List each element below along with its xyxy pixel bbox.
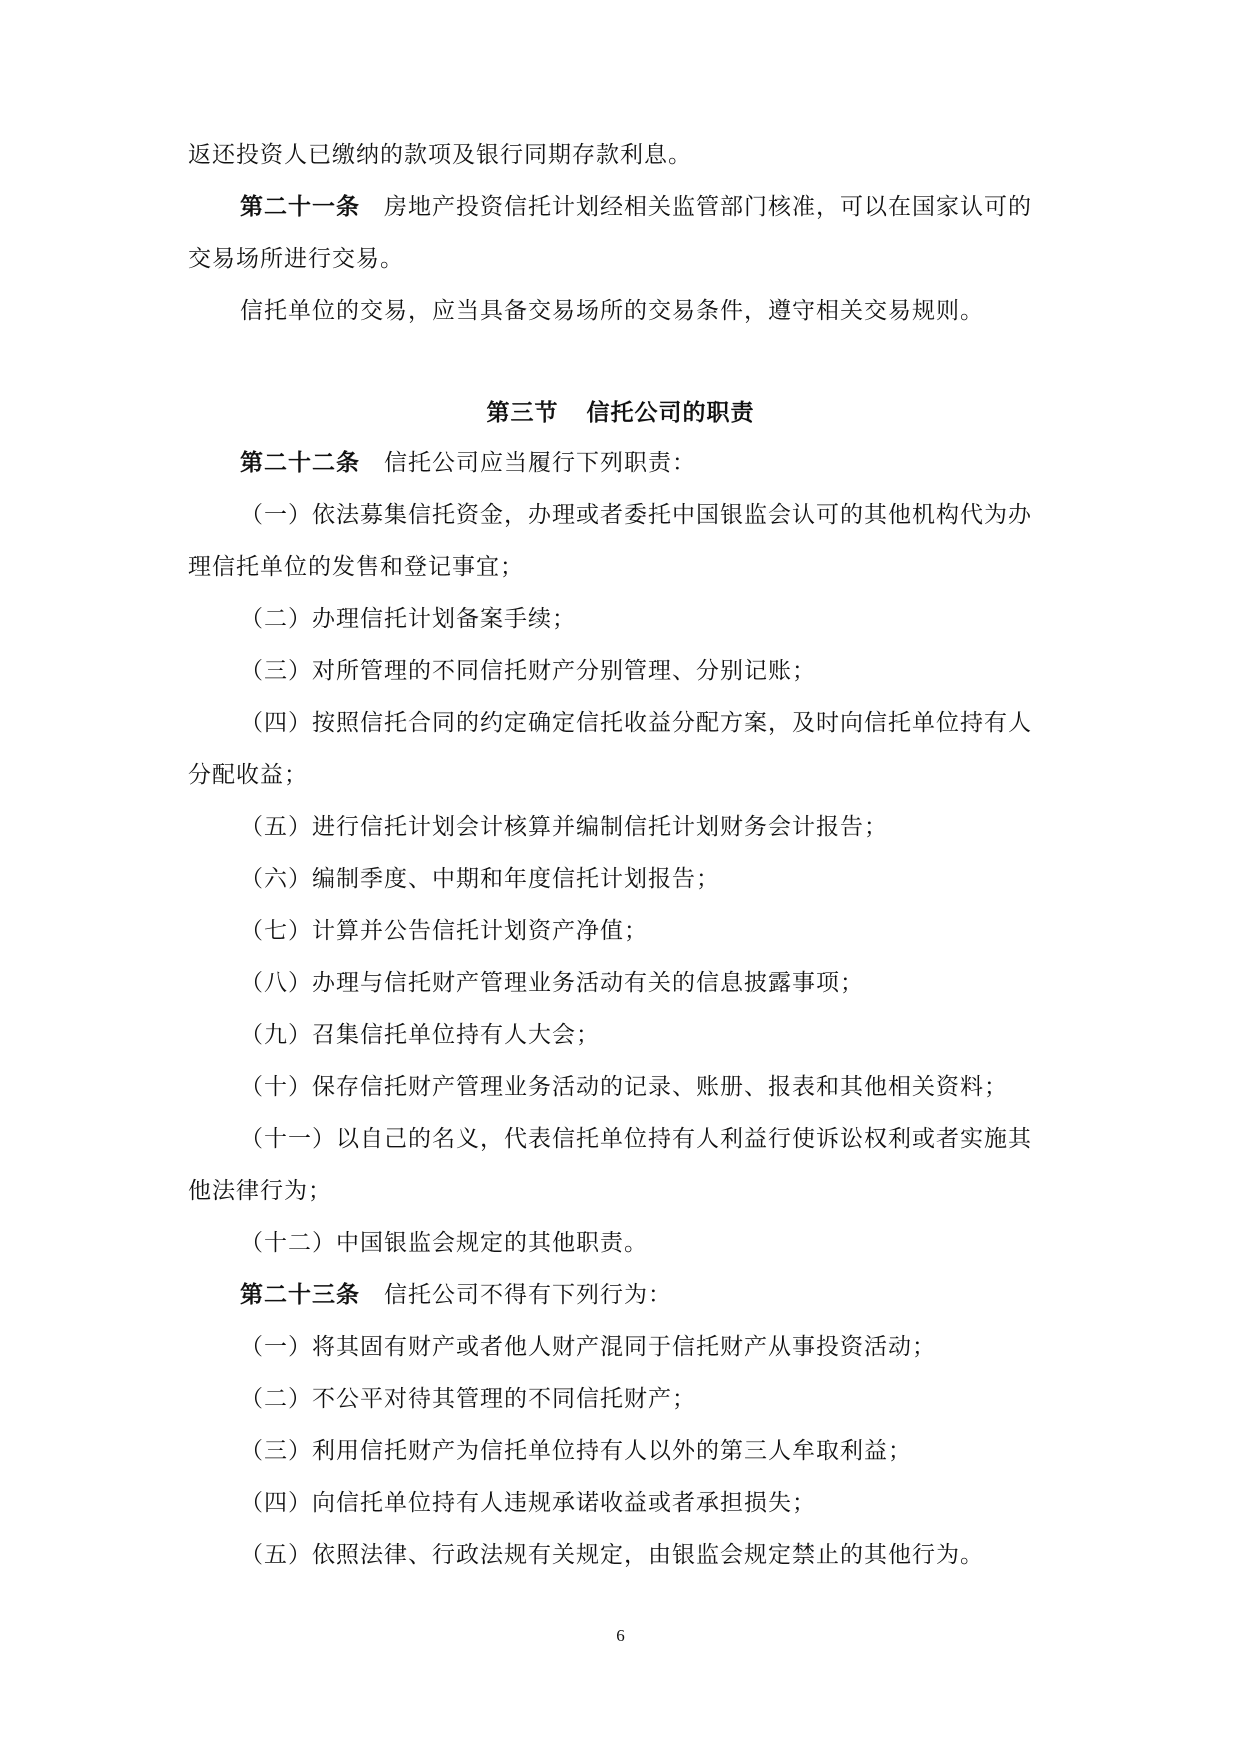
article-23-heading: 第二十三条 — [240, 1282, 360, 1308]
body-text-top — [188, 129, 1066, 337]
section-title: 信托公司的职责 — [586, 400, 755, 426]
article-22-item-4: （四）按照信托合同的约定确定信托收益分配方案，及时向信托单位持有人 — [240, 710, 1032, 736]
article-22-item-3: （三）对所管理的不同信托财产分别管理、分别记账； — [240, 658, 816, 684]
article-22-item-9: （九）召集信托单位持有人大会； — [240, 1022, 600, 1048]
article-21-heading: 第二十一条 — [240, 194, 360, 220]
paragraph-trading: 信托单位的交易，应当具备交易场所的交易条件，遵守相关交易规则。 — [240, 298, 984, 324]
article-22-item-12: （十二）中国银监会规定的其他职责。 — [240, 1230, 648, 1256]
article-23 — [188, 1269, 1066, 1321]
article-22-item-6: （六）编制季度、中期和年度信托计划报告； — [240, 866, 720, 892]
article-23-item-2: （二）不公平对待其管理的不同信托财产； — [240, 1386, 696, 1412]
article-22-item-11-continuation: 他法律行为； — [188, 1178, 332, 1204]
article-22-item-10: （十）保存信托财产管理业务活动的记录、账册、报表和其他相关资料； — [240, 1074, 1008, 1100]
article-21-text: 房地产投资信托计划经相关监管部门核准，可以在国家认可的 — [384, 194, 1032, 220]
article-22-item-4-continuation: 分配收益； — [188, 762, 308, 788]
article-22-item-11: （十一）以自己的名义，代表信托单位持有人利益行使诉讼权利或者实施其 — [240, 1126, 1032, 1152]
article-23-item-4: （四）向信托单位持有人违规承诺收益或者承担损失； — [240, 1490, 816, 1516]
article-22-item-8: （八）办理与信托财产管理业务活动有关的信息披露事项； — [240, 970, 864, 996]
body-text-main — [188, 437, 1066, 1581]
article-23-text: 信托公司不得有下列行为： — [384, 1282, 672, 1308]
article-22-item-1-continuation: 理信托单位的发售和登记事宜； — [188, 554, 524, 580]
article-22-item-5: （五）进行信托计划会计核算并编制信托计划财务会计报告； — [240, 814, 888, 840]
article-22 — [188, 437, 1066, 489]
section-heading — [0, 394, 1241, 427]
article-22-text: 信托公司应当履行下列职责： — [384, 450, 696, 476]
article-22-item-1: （一）依法募集信托资金，办理或者委托中国银监会认可的其他机构代为办 — [240, 502, 1032, 528]
article-21-continuation: 交易场所进行交易。 — [188, 246, 404, 272]
article-22-heading: 第二十二条 — [240, 450, 360, 476]
article-21 — [188, 181, 1066, 233]
paragraph-continuation: 返还投资人已缴纳的款项及银行同期存款利息。 — [188, 142, 692, 168]
article-23-item-5: （五）依照法律、行政法规有关规定，由银监会规定禁止的其他行为。 — [240, 1542, 984, 1568]
page-number: 6 — [616, 1626, 625, 1645]
article-22-item-2: （二）办理信托计划备案手续； — [240, 606, 576, 632]
article-22-item-7: （七）计算并公告信托计划资产净值； — [240, 918, 648, 944]
article-23-item-1: （一）将其固有财产或者他人财产混同于信托财产从事投资活动； — [240, 1334, 936, 1360]
section-number: 第三节 — [486, 400, 559, 426]
article-23-item-3: （三）利用信托财产为信托单位持有人以外的第三人牟取利益； — [240, 1438, 912, 1464]
